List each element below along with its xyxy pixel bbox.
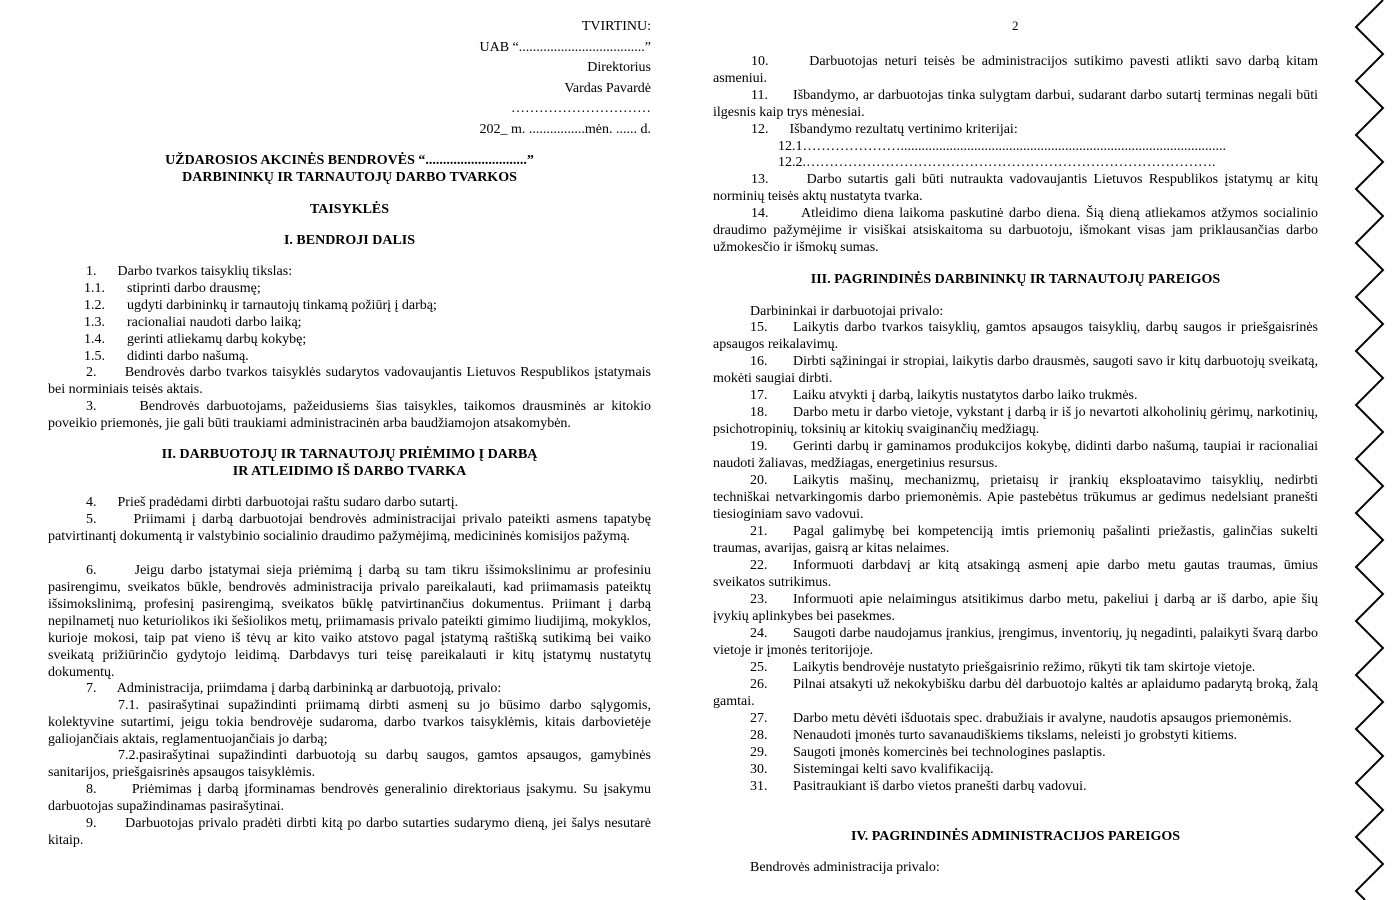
duties-list — [713, 319, 1318, 795]
list-item: 22. Informuoti darbdavį ar kitą atsakingą asmenį apie darbo metu gautas traumas, ūmius sveikatos sutrikimus. — [713, 558, 1318, 590]
list-item: 27. Darbo metu dėvėti išduotais spec. drabužiais ir avalyne, naudotis apsaugos priemonėmis. — [750, 711, 1292, 726]
list-item: 30. Sistemingai kelti savo kvalifikaciją. — [750, 762, 994, 777]
sublist-1 — [48, 280, 651, 365]
section-heading-1: I. BENDROJI DALIS — [283, 233, 416, 248]
list-item: 29. Saugoti įmonės komercinės bei technologines paslaptis. — [750, 745, 1106, 760]
paragraph-8: 8. Priėmimas į darbą įforminamas bendrovės generalinio direktoriaus įsakymu. Su įsakymu darbuotojas supažindinamas pasirašytinai. — [48, 782, 655, 814]
paragraph-14: 14. Atleidimo diena laikoma paskutinė darbo diena. Šią dieną atliekamos atžymos socialinio draudimo pažymėjime ir visiškai atsiskaitoma su darbuotoju, išmokant visas jam priklausančias darbo užmokesčio ir išmokų sumas. — [713, 206, 1322, 255]
paragraph-6: 6. Jeigu darbo įstatymai sieja priėmimą į darbą su tam tikru išsimokslinimu ar profesiniu pasirengimu, sveikatos būkle, bendrovės administracija privalo pareikalauti, kad priimamasis pateiktų išsimokslinimą, profesinį pasirengimą, sveikatos būklę patvirtinančius dokumentus. Priimant į darbą nepilnametį nuo keturiolikos iki šešiolikos metų, priimamasis privalo pateikti gimimo liudijimą, mokyklos, kurioje mokosi, taip pat vieno iš tėvų ar kito vaiko atstovo pagal įstatymą raštišką sutikimą bei vaiko sveikatą prižiūrinčio gydytojo leidimą. Darbdavys turi teisę pareikalauti ir kitų įstatymų nustatytų dokumentų. — [48, 563, 655, 680]
section-4-intro: Bendrovės administracija privalo: — [750, 860, 940, 875]
paragraph-3: 3. Bendrovės darbuotojams, pažeidusiems šias taisykles, taikomos drausminės ar kitokio poveikio priemonės, jie gali būti traukiami administracinėn arba baudžiamojon atsakomybėn. — [48, 399, 655, 431]
approval-line: ………………………… — [511, 101, 651, 116]
list-item: 1.3. racionaliai naudoti darbo laiką; — [84, 315, 302, 330]
paragraph-1: 1. Darbo tvarkos taisyklių tikslas: — [86, 264, 293, 279]
document-subtitle: TAISYKLĖS — [309, 202, 390, 217]
section-3-intro: Darbininkai ir darbuotojai privalo: — [750, 304, 944, 319]
list-item: 16. Dirbti sąžiningai ir stropiai, laikytis darbo drausmės, saugoti savo ir kitų darbuotojų sveikatą, mokėti saugiai dirbti. — [713, 354, 1318, 386]
list-item: 21. Pagal galimybę bei kompetenciją imtis priemonių pašalinti priežastis, galinčias sukelti traumas, avarijas, gaisrą ar kitas nelaimes. — [713, 524, 1318, 556]
paragraph-4: 4. Prieš pradėdami dirbti darbuotojai raštu sudaro darbo sutartį. — [86, 495, 459, 510]
list-item: 1.1. stiprinti darbo drausmę; — [84, 281, 261, 296]
torn-page-edge — [1352, 0, 1400, 900]
list-item: 26. Pilnai atsakyti už nekokybišku darbu dėl darbuotojo kaltės ar aplaidumo padarytą broką, žalą gamtai. — [713, 677, 1318, 709]
page-number: 2 — [1012, 18, 1019, 33]
paragraph-7-1: 7.1. pasirašytinai supažindinti priimamą dirbti asmenį su jo būsimo darbo sąlygomis, kolektyvine sutartimi, jeigu tokia bendrovėje sudaroma, darbo tvarkos taisyklėmis, kitais darbovietėje galiojančiais aktais, reglamentuojančiais jo darbą; — [48, 698, 651, 747]
paragraph-7: 7. Administracija, priimdama į darbą darbininką ar darbuotoją, privalo: — [86, 681, 502, 696]
section-heading-2: II. DARBUOTOJŲ IR TARNAUTOJŲ PRIĖMIMO Į DARBĄ — [161, 447, 538, 462]
section-heading-2-line2: IR ATLEIDIMO IŠ DARBO TVARKA — [232, 464, 467, 479]
approval-line: Vardas Pavardė — [564, 80, 651, 96]
approval-line: Direktorius — [587, 60, 651, 75]
approval-line: 202_ m. ................mėn. ...... d. — [479, 121, 651, 137]
document-title: UŽDAROSIOS AKCINĖS BENDROVĖS “.............................” — [165, 153, 534, 168]
approval-line: UAB “....................................” — [479, 39, 651, 55]
list-item: 31. Pasitraukiant iš darbo vietos pranešti darbų vadovui. — [750, 779, 1087, 794]
list-item: 23. Informuoti apie nelaimingus atsitikimus darbo metu, pakeliui į darbą ar iš darbo, apie šių įvykių aplinkybes bei pasekmes. — [713, 592, 1318, 624]
list-item: 1.5. didinti darbo našumą. — [84, 349, 249, 364]
paragraph-2: 2. Bendrovės darbo tvarkos taisyklės sudarytos vadovaujantis Lietuvos Respublikos įstatymais bei norminiais teisės aktais. — [48, 365, 655, 397]
list-item: 24. Saugoti darbe naudojamus įrankius, įrengimus, inventorių, jų negadinti, palaikyti švarą darbo vietoje ir įmonės teritorijoje. — [713, 626, 1318, 658]
criteria-line-1: 12.1…………………............................................................................................. — [778, 139, 1226, 154]
list-item: 19. Gerinti darbų ir gaminamos produkcijos kokybę, didinti darbo našumą, taupiai ir racionaliai naudoti žaliavas, medžiagas, energetinius resursus. — [713, 439, 1318, 471]
paragraph-12: 12. Išbandymo rezultatų vertinimo kriterijai: — [751, 122, 1018, 137]
paragraph-13: 13. Darbo sutartis gali būti nutraukta vadovaujantis Lietuvos Respublikos įstatymų ar kitų norminių teisės aktų nustatyta tvarka. — [713, 172, 1322, 204]
list-item: 28. Nenaudoti įmonės turto savanaudiškiems tikslams, neleisti jo grobstyti kitiems. — [750, 728, 1238, 743]
list-item: 1.4. gerinti atliekamų darbų kokybę; — [84, 332, 307, 347]
list-item: 1.2. ugdyti darbininkų ir tarnautojų tinkamą požiūrį į darbą; — [84, 298, 437, 313]
document-title-line2: DARBININKŲ IR TARNAUTOJŲ DARBO TVARKOS — [182, 170, 517, 185]
paragraph-7-2: 7.2.pasirašytinai supažindinti darbuotoją su darbų saugos, gamtos apsaugos, gamybinės sanitarijos, priešgaisrinės apsaugos taisyklėmis. — [48, 748, 651, 780]
criteria-line-2: 12.2.……………………………………………………………………………. — [778, 155, 1216, 170]
list-item: 17. Laiku atvykti į darbą, laikytis nustatytos darbo laiko trukmės. — [750, 388, 1138, 403]
list-item: 25. Laikytis bendrovėje nustatyto priešgaisrinio režimo, rūkyti tik tam skirtoje vietoje. — [750, 660, 1256, 675]
approval-block — [480, 17, 652, 140]
list-item: 20. Laikytis mašinų, mechanizmų, prietaisų ir įrankių eksploatavimo taisyklių, nedirbti techniškai netvarkingomis darbo priemonėmis. Apie pastebėtus trūkumus ar gedimus nedelsiant pranešti tiesioginiam savo vadovui. — [713, 473, 1318, 522]
section-heading-4: IV. PAGRINDINĖS ADMINISTRACIJOS PAREIGOS — [850, 829, 1181, 844]
paragraph-10: 10. Darbuotojas neturi teisės be administracijos sutikimo pavesti atlikti savo darbą kitam asmeniui. — [713, 54, 1322, 86]
approval-line: TVIRTINU: — [581, 19, 651, 34]
paragraph-9: 9. Darbuotojas privalo pradėti dirbti kitą po darbo sutarties sudarymo dieną, jei šalys nesutarė kitaip. — [48, 816, 655, 848]
list-item: 15. Laikytis darbo tvarkos taisyklių, gamtos apsaugos taisyklių, darbų saugos ir priešgaisrinės apsaugos reikalavimų. — [713, 320, 1318, 352]
paragraph-5: 5. Priimami į darbą darbuotojai bendrovės administracijai privalo pateikti asmens tapatybę patvirtinantį dokumentą ir valstybinio socialinio draudimo pažymėjimą, medicininės komisijos pažymą. — [48, 512, 655, 544]
section-heading-3: III. PAGRINDINĖS DARBININKŲ IR TARNAUTOJŲ PAREIGOS — [810, 272, 1221, 287]
list-item: 18. Darbo metu ir darbo vietoje, vykstant į darbą ir iš jo nevartoti alkoholinių gėrimų, narkotinių, psichotropinių, toksinių ar kitokių svaiginančių medžiagų. — [713, 405, 1318, 437]
paragraph-11: 11. Išbandymo, ar darbuotojas tinka sulygtam darbui, sudarant darbo sutartį terminas negali būti ilgesnis kaip trys mėnesiai. — [713, 88, 1322, 120]
